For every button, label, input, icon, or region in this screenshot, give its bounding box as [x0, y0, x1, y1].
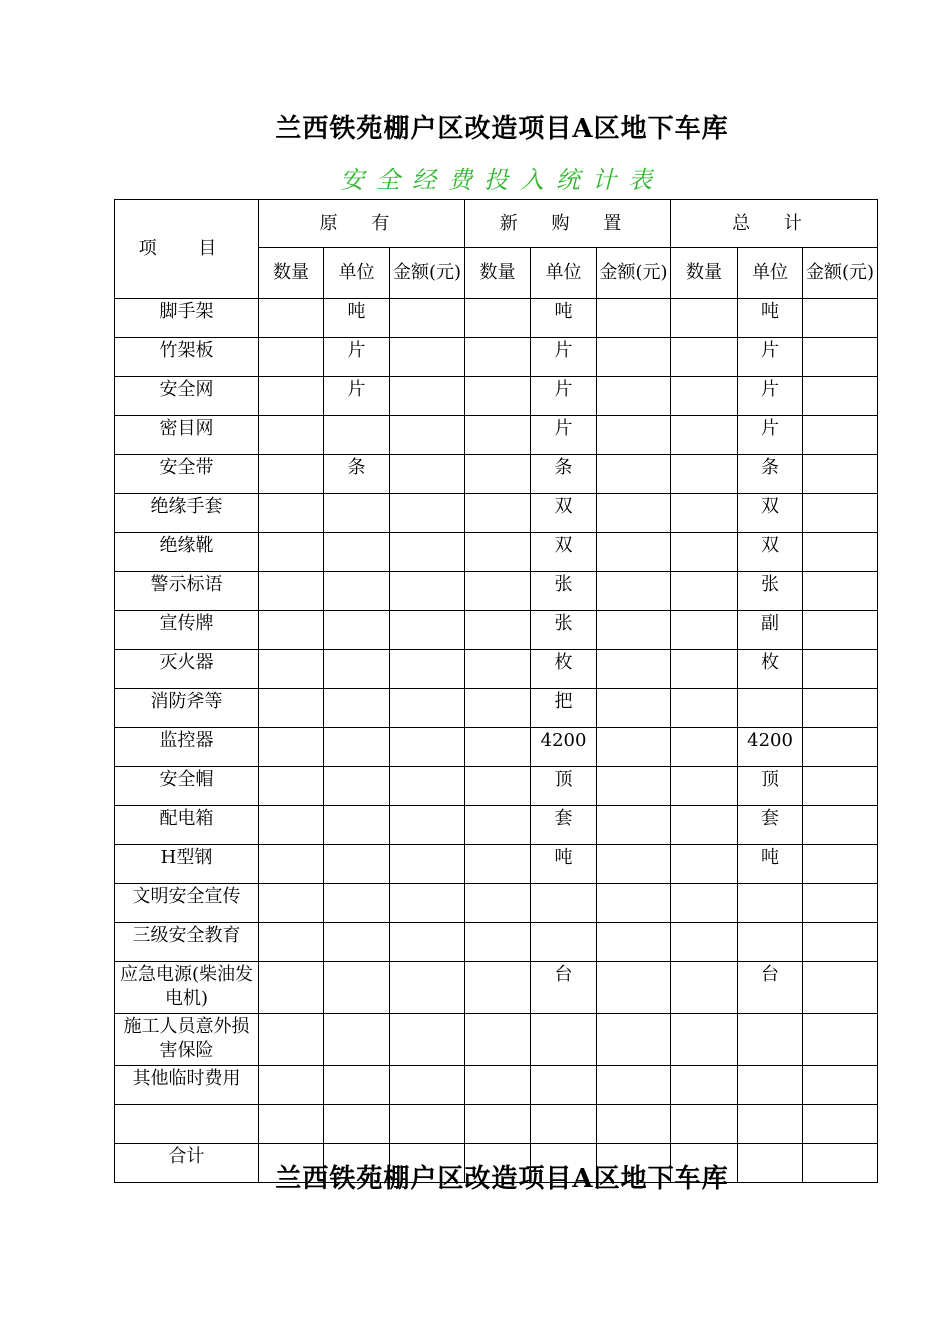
table-row — [115, 377, 878, 416]
table-row — [115, 650, 878, 689]
table-row — [115, 572, 878, 611]
orig-quantity-cell — [259, 377, 324, 416]
new-amount-cell — [597, 650, 671, 689]
total-quantity-cell — [671, 689, 738, 728]
total-amount-cell — [803, 299, 878, 338]
new-quantity-cell — [465, 845, 531, 884]
orig-quantity-cell — [259, 494, 324, 533]
total-quantity-cell — [671, 299, 738, 338]
orig-unit-cell — [324, 884, 390, 923]
new-quantity-cell — [465, 416, 531, 455]
total-unit-cell: 台 — [738, 962, 803, 1014]
orig-amount-cell — [390, 650, 465, 689]
total-amount-cell — [803, 845, 878, 884]
orig-amount-cell — [390, 572, 465, 611]
total-amount-cell — [803, 611, 878, 650]
item-name-cell: 宣传牌 — [115, 611, 259, 650]
orig-amount-cell — [390, 728, 465, 767]
total-quantity-cell — [671, 884, 738, 923]
total-unit-cell — [738, 884, 803, 923]
item-name-cell — [115, 1105, 259, 1144]
item-name-cell: 监控器 — [115, 728, 259, 767]
orig-unit-cell — [324, 494, 390, 533]
new-unit-cell: 4200 — [531, 728, 597, 767]
orig-amount-cell — [390, 494, 465, 533]
orig-unit-cell: 条 — [324, 455, 390, 494]
orig-unit-cell — [324, 416, 390, 455]
orig-quantity-cell — [259, 1105, 324, 1144]
total-quantity-cell — [671, 923, 738, 962]
new-amount-cell — [597, 962, 671, 1014]
new-amount-cell — [597, 1066, 671, 1105]
total-unit-cell: 副 — [738, 611, 803, 650]
orig-amount-cell — [390, 1014, 465, 1066]
new-amount-cell — [597, 455, 671, 494]
total-quantity-cell — [671, 845, 738, 884]
table-row — [115, 767, 878, 806]
table-row — [115, 1014, 878, 1066]
item-name-cell: 警示标语 — [115, 572, 259, 611]
total-amount-cell — [803, 884, 878, 923]
new-amount-cell — [597, 728, 671, 767]
new-amount-cell — [597, 572, 671, 611]
item-name-cell: 灭火器 — [115, 650, 259, 689]
item-name-cell: 竹架板 — [115, 338, 259, 377]
orig-amount-cell — [390, 611, 465, 650]
total-amount-cell — [803, 377, 878, 416]
total-quantity-cell — [671, 455, 738, 494]
total-unit-cell: 片 — [738, 338, 803, 377]
item-name-cell: 文明安全宣传 — [115, 884, 259, 923]
total-unit-cell: 顶 — [738, 767, 803, 806]
new-amount-cell — [597, 416, 671, 455]
item-name-cell: 安全帽 — [115, 767, 259, 806]
orig-unit-cell — [324, 923, 390, 962]
orig-amount-cell — [390, 1066, 465, 1105]
new-quantity-cell — [465, 377, 531, 416]
orig-amount-cell — [390, 416, 465, 455]
new-amount-cell — [597, 923, 671, 962]
subheader-amount: 金额(元) — [803, 248, 878, 299]
orig-unit-cell — [324, 533, 390, 572]
total-quantity-cell — [671, 494, 738, 533]
subheader-unit: 单位 — [738, 248, 803, 299]
orig-quantity-cell — [259, 455, 324, 494]
table-row — [115, 299, 878, 338]
new-unit-cell — [531, 1066, 597, 1105]
orig-amount-cell — [390, 806, 465, 845]
document-subtitle: 安全经费投入统计表 — [340, 166, 664, 194]
orig-unit-cell — [324, 1014, 390, 1066]
total-unit-cell: 条 — [738, 455, 803, 494]
orig-amount-cell — [390, 767, 465, 806]
item-name-cell: 其他临时费用 — [115, 1066, 259, 1105]
total-unit-cell: 片 — [738, 416, 803, 455]
new-unit-cell: 台 — [531, 962, 597, 1014]
orig-quantity-cell — [259, 1014, 324, 1066]
subheader-amount: 金额(元) — [597, 248, 671, 299]
new-quantity-cell — [465, 806, 531, 845]
orig-quantity-cell — [259, 923, 324, 962]
group-header-original: 原 有 — [259, 200, 465, 248]
total-quantity-cell — [671, 572, 738, 611]
orig-quantity-cell — [259, 1066, 324, 1105]
orig-unit-cell — [324, 806, 390, 845]
item-name-cell: 施工人员意外损害保险 — [115, 1014, 259, 1066]
new-unit-cell: 片 — [531, 338, 597, 377]
total-amount-cell — [803, 767, 878, 806]
orig-unit-cell: 片 — [324, 377, 390, 416]
total-unit-cell — [738, 1105, 803, 1144]
item-name-cell: 消防斧等 — [115, 689, 259, 728]
table-row — [115, 533, 878, 572]
new-quantity-cell — [465, 1105, 531, 1144]
total-amount-cell — [803, 416, 878, 455]
new-quantity-cell — [465, 299, 531, 338]
total-quantity-cell — [671, 533, 738, 572]
orig-amount-cell — [390, 377, 465, 416]
item-name-cell: 应急电源(柴油发电机) — [115, 962, 259, 1014]
new-unit-cell — [531, 923, 597, 962]
item-name-cell: H型钢 — [115, 845, 259, 884]
new-unit-cell: 片 — [531, 416, 597, 455]
total-amount-cell — [803, 728, 878, 767]
new-quantity-cell — [465, 455, 531, 494]
table-row — [115, 845, 878, 884]
new-quantity-cell — [465, 533, 531, 572]
table-row — [115, 338, 878, 377]
orig-amount-cell — [390, 884, 465, 923]
orig-quantity-cell — [259, 416, 324, 455]
total-amount-cell — [803, 923, 878, 962]
table-row — [115, 416, 878, 455]
total-unit-cell: 吨 — [738, 845, 803, 884]
new-amount-cell — [597, 845, 671, 884]
new-unit-cell: 片 — [531, 377, 597, 416]
table-row — [115, 1105, 878, 1144]
item-name-cell: 三级安全教育 — [115, 923, 259, 962]
new-quantity-cell — [465, 572, 531, 611]
total-quantity-cell — [671, 416, 738, 455]
item-name-cell: 配电箱 — [115, 806, 259, 845]
orig-quantity-cell — [259, 572, 324, 611]
new-quantity-cell — [465, 1014, 531, 1066]
total-amount-cell — [803, 572, 878, 611]
total-amount-cell — [803, 533, 878, 572]
orig-amount-cell — [390, 689, 465, 728]
orig-amount-cell — [390, 533, 465, 572]
new-amount-cell — [597, 299, 671, 338]
orig-quantity-cell — [259, 611, 324, 650]
orig-amount-cell — [390, 845, 465, 884]
new-unit-cell — [531, 884, 597, 923]
subheader-quantity: 数量 — [465, 248, 531, 299]
total-unit-cell — [738, 923, 803, 962]
orig-quantity-cell — [259, 650, 324, 689]
new-quantity-cell — [465, 1066, 531, 1105]
total-unit-cell: 双 — [738, 533, 803, 572]
item-name-cell: 绝缘靴 — [115, 533, 259, 572]
new-unit-cell: 顶 — [531, 767, 597, 806]
table-row — [115, 962, 878, 1014]
new-unit-cell — [531, 1014, 597, 1066]
table-row — [115, 455, 878, 494]
orig-amount-cell — [390, 455, 465, 494]
orig-amount-cell — [390, 1105, 465, 1144]
new-quantity-cell — [465, 923, 531, 962]
total-unit-cell: 套 — [738, 806, 803, 845]
new-unit-cell: 吨 — [531, 845, 597, 884]
orig-amount-cell — [390, 299, 465, 338]
total-quantity-cell — [671, 962, 738, 1014]
orig-amount-cell — [390, 923, 465, 962]
subheader-quantity: 数量 — [259, 248, 324, 299]
total-amount-cell — [803, 1105, 878, 1144]
orig-quantity-cell — [259, 299, 324, 338]
table-row — [115, 884, 878, 923]
new-amount-cell — [597, 689, 671, 728]
new-quantity-cell — [465, 767, 531, 806]
new-quantity-cell — [465, 611, 531, 650]
total-amount-cell — [803, 1014, 878, 1066]
total-quantity-cell — [671, 767, 738, 806]
new-quantity-cell — [465, 884, 531, 923]
orig-quantity-cell — [259, 845, 324, 884]
total-unit-cell: 吨 — [738, 299, 803, 338]
total-amount-cell — [803, 806, 878, 845]
total-quantity-cell — [671, 338, 738, 377]
item-name-cell: 合计 — [115, 1144, 259, 1183]
total-unit-cell — [738, 689, 803, 728]
orig-unit-cell — [324, 845, 390, 884]
subheader-quantity: 数量 — [671, 248, 738, 299]
orig-quantity-cell — [259, 338, 324, 377]
group-header-total: 总 计 — [671, 200, 878, 248]
orig-quantity-cell — [259, 806, 324, 845]
new-unit-cell: 双 — [531, 533, 597, 572]
orig-unit-cell — [324, 572, 390, 611]
item-column-header: 项 目 — [115, 200, 259, 299]
total-unit-cell — [738, 1014, 803, 1066]
orig-unit-cell — [324, 689, 390, 728]
orig-quantity-cell — [259, 962, 324, 1014]
table-row — [115, 494, 878, 533]
total-quantity-cell — [671, 611, 738, 650]
total-quantity-cell — [671, 377, 738, 416]
total-amount-cell — [803, 962, 878, 1014]
new-unit-cell: 吨 — [531, 299, 597, 338]
orig-quantity-cell — [259, 689, 324, 728]
total-quantity-cell — [671, 1105, 738, 1144]
new-unit-cell: 条 — [531, 455, 597, 494]
footer-title: 兰西铁苑棚户区改造项目A区地下车库 — [275, 1164, 729, 1194]
new-quantity-cell — [465, 338, 531, 377]
total-amount-cell — [803, 455, 878, 494]
new-quantity-cell — [465, 689, 531, 728]
orig-amount-cell — [390, 338, 465, 377]
total-amount-cell — [803, 689, 878, 728]
total-quantity-cell — [671, 1066, 738, 1105]
item-name-cell: 脚手架 — [115, 299, 259, 338]
table-row — [115, 689, 878, 728]
total-unit-cell: 片 — [738, 377, 803, 416]
orig-quantity-cell — [259, 767, 324, 806]
total-quantity-cell — [671, 728, 738, 767]
total-unit-cell: 枚 — [738, 650, 803, 689]
orig-unit-cell — [324, 1066, 390, 1105]
orig-amount-cell — [390, 962, 465, 1014]
new-quantity-cell — [465, 962, 531, 1014]
item-name-cell: 绝缘手套 — [115, 494, 259, 533]
new-unit-cell — [531, 1105, 597, 1144]
table-row — [115, 728, 878, 767]
orig-quantity-cell — [259, 884, 324, 923]
subheader-unit: 单位 — [531, 248, 597, 299]
new-amount-cell — [597, 806, 671, 845]
new-unit-cell: 张 — [531, 611, 597, 650]
new-amount-cell — [597, 767, 671, 806]
total-quantity-cell — [671, 1014, 738, 1066]
new-unit-cell: 把 — [531, 689, 597, 728]
total-unit-cell: 双 — [738, 494, 803, 533]
orig-quantity-cell — [259, 728, 324, 767]
new-quantity-cell — [465, 650, 531, 689]
table-row — [115, 806, 878, 845]
new-amount-cell — [597, 338, 671, 377]
new-amount-cell — [597, 884, 671, 923]
subheader-unit: 单位 — [324, 248, 390, 299]
total-unit-cell — [738, 1066, 803, 1105]
item-name-cell: 密目网 — [115, 416, 259, 455]
new-unit-cell: 枚 — [531, 650, 597, 689]
new-unit-cell: 双 — [531, 494, 597, 533]
item-name-cell: 安全带 — [115, 455, 259, 494]
new-amount-cell — [597, 494, 671, 533]
new-amount-cell — [597, 611, 671, 650]
new-unit-cell: 张 — [531, 572, 597, 611]
orig-unit-cell — [324, 767, 390, 806]
orig-unit-cell — [324, 728, 390, 767]
orig-unit-cell: 片 — [324, 338, 390, 377]
table-row — [115, 611, 878, 650]
orig-unit-cell: 吨 — [324, 299, 390, 338]
new-unit-cell: 套 — [531, 806, 597, 845]
new-amount-cell — [597, 1105, 671, 1144]
item-name-cell: 安全网 — [115, 377, 259, 416]
new-amount-cell — [597, 1014, 671, 1066]
table-row — [115, 923, 878, 962]
total-amount-cell — [803, 1066, 878, 1105]
new-amount-cell — [597, 533, 671, 572]
new-quantity-cell — [465, 728, 531, 767]
total-amount-cell — [803, 650, 878, 689]
table-row — [115, 1066, 878, 1105]
total-amount-cell — [803, 494, 878, 533]
new-quantity-cell — [465, 494, 531, 533]
subheader-amount: 金额(元) — [390, 248, 465, 299]
orig-unit-cell — [324, 1105, 390, 1144]
new-amount-cell — [597, 377, 671, 416]
total-unit-cell: 4200 — [738, 728, 803, 767]
total-amount-cell — [803, 338, 878, 377]
orig-unit-cell — [324, 962, 390, 1014]
document-title: 兰西铁苑棚户区改造项目A区地下车库 — [275, 114, 729, 144]
orig-quantity-cell — [259, 533, 324, 572]
orig-unit-cell — [324, 650, 390, 689]
orig-unit-cell — [324, 611, 390, 650]
safety-expense-table — [114, 199, 878, 1183]
total-quantity-cell — [671, 650, 738, 689]
group-header-new-purchase: 新 购 置 — [465, 200, 671, 248]
total-quantity-cell — [671, 806, 738, 845]
total-unit-cell: 张 — [738, 572, 803, 611]
